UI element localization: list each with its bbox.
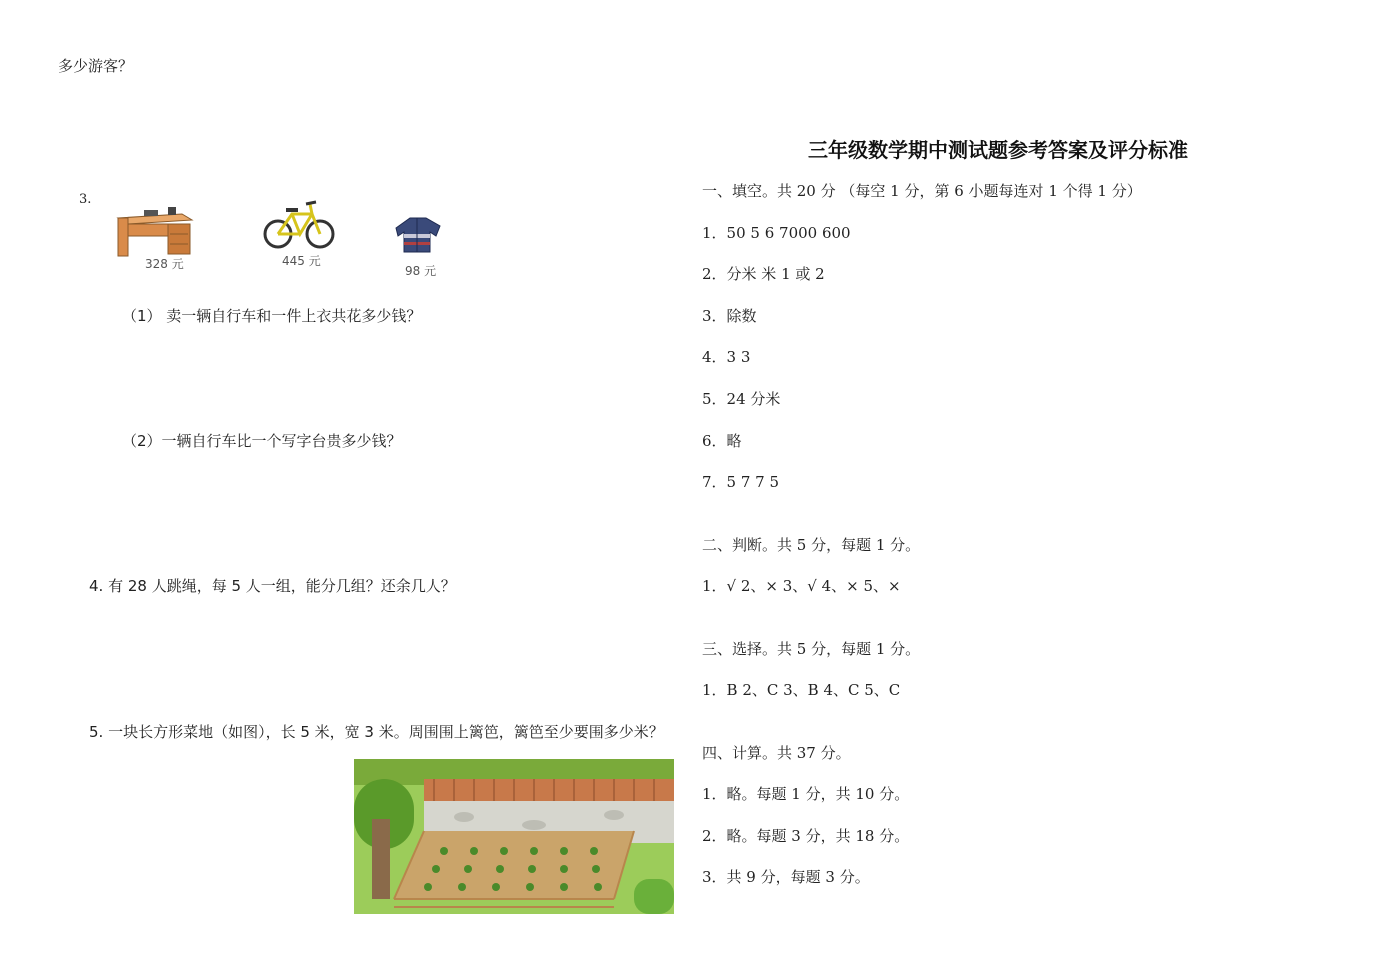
vegetable-garden-illustration xyxy=(354,759,674,914)
answer-line: 6．略 xyxy=(702,432,742,450)
answer-line: 1．50 5 6 7000 600 xyxy=(702,224,851,242)
answer-line: 5．24 分米 xyxy=(702,390,781,408)
answer-line: 3．除数 xyxy=(702,307,757,325)
answer-line: 2．略。每题 3 分，共 18 分。 xyxy=(702,827,910,845)
answer-line: 1．略。每题 1 分，共 10 分。 xyxy=(702,785,910,803)
answer-line: 3．共 9 分，每题 3 分。 xyxy=(702,868,870,886)
bicycle-price: 445 元 xyxy=(282,254,321,268)
answer-key-title: 三年级数学期中测试题参考答案及评分标准 xyxy=(808,138,1188,162)
section-3-heading: 三、选择。共 5 分，每题 1 分。 xyxy=(702,640,921,658)
desk-price: 328 元 xyxy=(145,257,184,271)
question-5: 5. 一块长方形菜地（如图），长 5 米，宽 3 米。周围围上篱笆，篱笆至少要围多少米？ xyxy=(89,723,664,741)
question-4: 4. 有 28 人跳绳，每 5 人一组，能分几组？还余几人？ xyxy=(89,577,456,595)
continued-question-text: 多少游客？ xyxy=(58,57,134,75)
bicycle-icon xyxy=(262,198,336,250)
answer-line: 7．5 7 7 5 xyxy=(702,473,780,491)
answer-line: 4．3 3 xyxy=(702,348,751,366)
desk-icon xyxy=(112,204,194,260)
answer-line: 2．分米 米 1 或 2 xyxy=(702,265,825,283)
section-4-heading: 四、计算。共 37 分。 xyxy=(702,744,851,762)
section-2-heading: 二、判断。共 5 分，每题 1 分。 xyxy=(702,536,921,554)
answer-line: 1．√ 2、× 3、√ 4、× 5、× xyxy=(702,577,901,595)
question-3-number: 3. xyxy=(79,192,92,207)
answer-line: 1．B 2、C 3、B 4、C 5、C xyxy=(702,681,901,699)
section-1-heading: 一、填空。共 20 分 （每空 1 分，第 6 小题每连对 1 个得 1 分） xyxy=(702,182,1142,200)
jacket-icon xyxy=(392,214,444,254)
question-3-part-1: （1） 卖一辆自行车和一件上衣共花多少钱？ xyxy=(122,307,422,325)
jacket-price: 98 元 xyxy=(405,264,437,278)
question-3-part-2: （2）一辆自行车比一个写字台贵多少钱？ xyxy=(122,432,402,450)
